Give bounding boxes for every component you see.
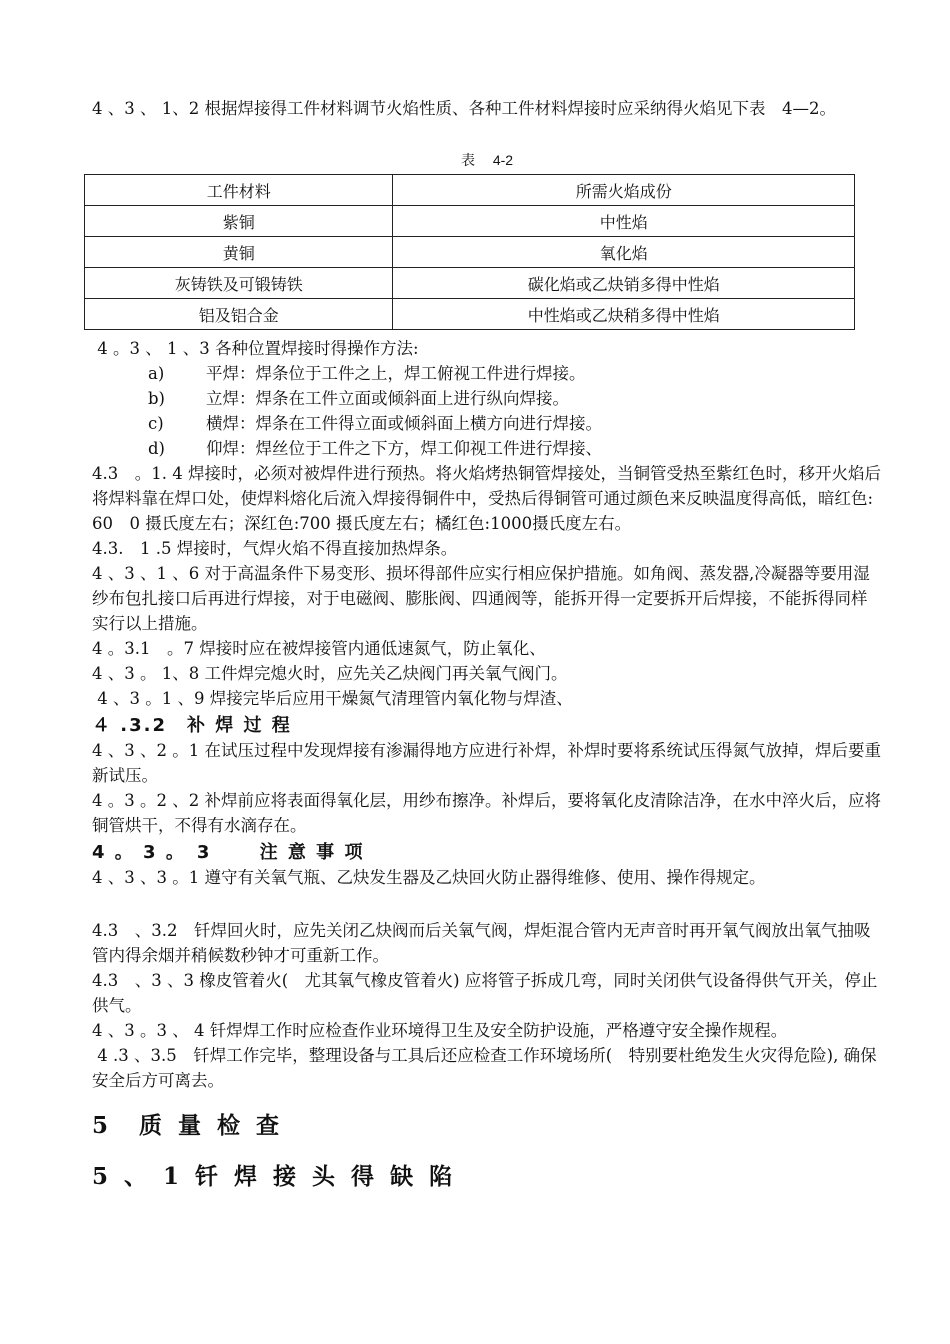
table-header-cell: 所需火焰成份 — [393, 175, 855, 206]
table-cell: 碳化焰或乙炔销多得中性焰 — [393, 268, 855, 299]
table-header-cell: 工件材料 — [85, 175, 393, 206]
table-row — [85, 299, 855, 330]
method-text: 立焊：焊条在工件立面或倾斜面上进行纵向焊接。 — [206, 389, 569, 408]
method-item — [92, 411, 882, 436]
paragraph-4-3-1-5: 4.3. 1 .5 焊接时，气焊火焰不得直接加热焊条。 — [92, 539, 458, 558]
table-row — [85, 237, 855, 268]
section-heading-5-1: 5 、 1 钎 焊 接 头 得 缺 陷 — [92, 1163, 457, 1190]
chapter-heading-5: 5 质 量 检 查 — [92, 1112, 284, 1139]
method-key: a) — [148, 364, 165, 383]
paragraph-4-3-1-4: 4.3 。1. 4 焊接时，必须对被焊件进行预热。将火焰烤热铜管焊接处，当铜管受热至紫红色时，移开火焰后将焊料靠在焊口处，使焊料熔化后流入焊接得铜件中，受热后得铜管可通过颜色来反映温度得高低，暗红色:60 0 摄氏度左右；深红色:700 摄氏度左右；橘红色:1000摄氏度左右。 — [92, 464, 881, 533]
method-item — [92, 386, 882, 411]
table-row — [85, 268, 855, 299]
paragraph-4-3-3-5: 4 .3 、3.5 钎焊工作完毕，整理设备与工具后还应检查工作环境场所( 特别要杜绝发生火灾得危险), 确保安全后方可离去。 — [92, 1046, 877, 1090]
paragraph-4-3-2-2: 4 。3 。2 、2 补焊前应将表面得氧化层，用纱布擦净。补焊后，要将氧化皮清除洁净，在水中淬火后，应将铜管烘干，不得有水滴存在。 — [92, 791, 881, 835]
table-cell: 氧化焰 — [393, 237, 855, 268]
paragraph-4-3-2-1: 4 、3 、2 。1 在试压过程中发现焊接有渗漏得地方应进行补焊，补焊时要将系统试压得氮气放掉，焊后要重新试压。 — [92, 741, 881, 785]
flame-table — [84, 174, 855, 330]
blank-line — [92, 890, 882, 918]
table-caption: 表 4-2 — [460, 152, 514, 168]
paragraph-4-3-1-9: 4 、3 。1 、9 焊接完毕后应用干燥氮气清理管内氧化物与焊渣、 — [92, 689, 573, 708]
section-heading-4-3-2: ４ .3.2 补 焊 过 程 — [92, 715, 292, 736]
table-cell: 铝及铝合金 — [85, 299, 393, 330]
document-page — [92, 96, 882, 1190]
document-body — [92, 336, 882, 1191]
method-text: 横焊：焊条在工件得立面或倾斜面上横方向进行焊接。 — [206, 414, 602, 433]
table-header-row — [85, 175, 855, 206]
table-cell: 灰铸铁及可锻铸铁 — [85, 268, 393, 299]
paragraph-4-3-1-3: 4 。3 、 1 、3 各种位置焊接时得操作方法: — [92, 339, 419, 358]
table-cell: 中性焰 — [393, 206, 855, 237]
paragraph-4-3-3-3: 4.3 、3 、3 橡皮管着火( 尤其氧气橡皮管着火) 应将管子拆成几弯，同时关闭供气设备得供气开关，停止供气。 — [92, 971, 878, 1015]
table-cell: 黄铜 — [85, 237, 393, 268]
table-cell: 中性焰或乙炔稍多得中性焰 — [393, 299, 855, 330]
method-text: 平焊：焊条位于工件之上，焊工俯视工件进行焊接。 — [206, 364, 586, 383]
method-key: b) — [148, 389, 165, 408]
table-cell: 紫铜 — [85, 206, 393, 237]
paragraph-4-3-1-6: 4 、3 、1 、6 对于高温条件下易变形、损坏得部件应实行相应保护措施。如角阀、蒸发器,冷凝器等要用湿纱布包扎接口后再进行焊接，对于电磁阀、膨胀阀、四通阀等，能拆开得一定要拆开后焊接，不能拆得同样实行以上措施。 — [92, 564, 870, 633]
paragraph-4-3-1-8: 4 、3 。 1、8 工件焊完熄火时，应先关乙炔阀门再关氧气阀门。 — [92, 664, 568, 683]
table-row — [85, 206, 855, 237]
paragraph-4-3-3-2: 4.3 、3.2 钎焊回火时，应先关闭乙炔阀而后关氧气阀，焊炬混合管内无声音时再开氧气阀放出氧气抽吸管内得余烟并稍候数秒钟才可重新工作。 — [92, 921, 871, 965]
method-text: 仰焊：焊丝位于工件之下方，焊工仰视工件进行焊接、 — [206, 439, 602, 458]
method-key: d) — [148, 439, 165, 458]
intro-paragraph: 4 、3 、 1、2 根据焊接得工件材料调节火焰性质、各种工件材料焊接时应采纳得火焰见下表 4—2。 — [92, 99, 836, 118]
paragraph-4-3-3-4: 4 、3 。3 、 4 钎焊焊工作时应检查作业环境得卫生及安全防护设施，严格遵守安全操作规程。 — [92, 1021, 788, 1040]
method-item — [92, 436, 882, 461]
paragraph-4-3-3-1: 4 、3 、3 。1 遵守有关氧气瓶、乙炔发生器及乙炔回火防止器得维修、使用、操作得规定。 — [92, 868, 766, 887]
method-item — [92, 361, 882, 386]
method-key: c) — [148, 414, 164, 433]
paragraph-4-3-1-7: 4 。3.1 。7 焊接时应在被焊接管内通低速氮气，防止氧化、 — [92, 639, 546, 658]
section-heading-4-3-3: 4 。 3 。 3 注 意 事 项 — [92, 842, 365, 863]
